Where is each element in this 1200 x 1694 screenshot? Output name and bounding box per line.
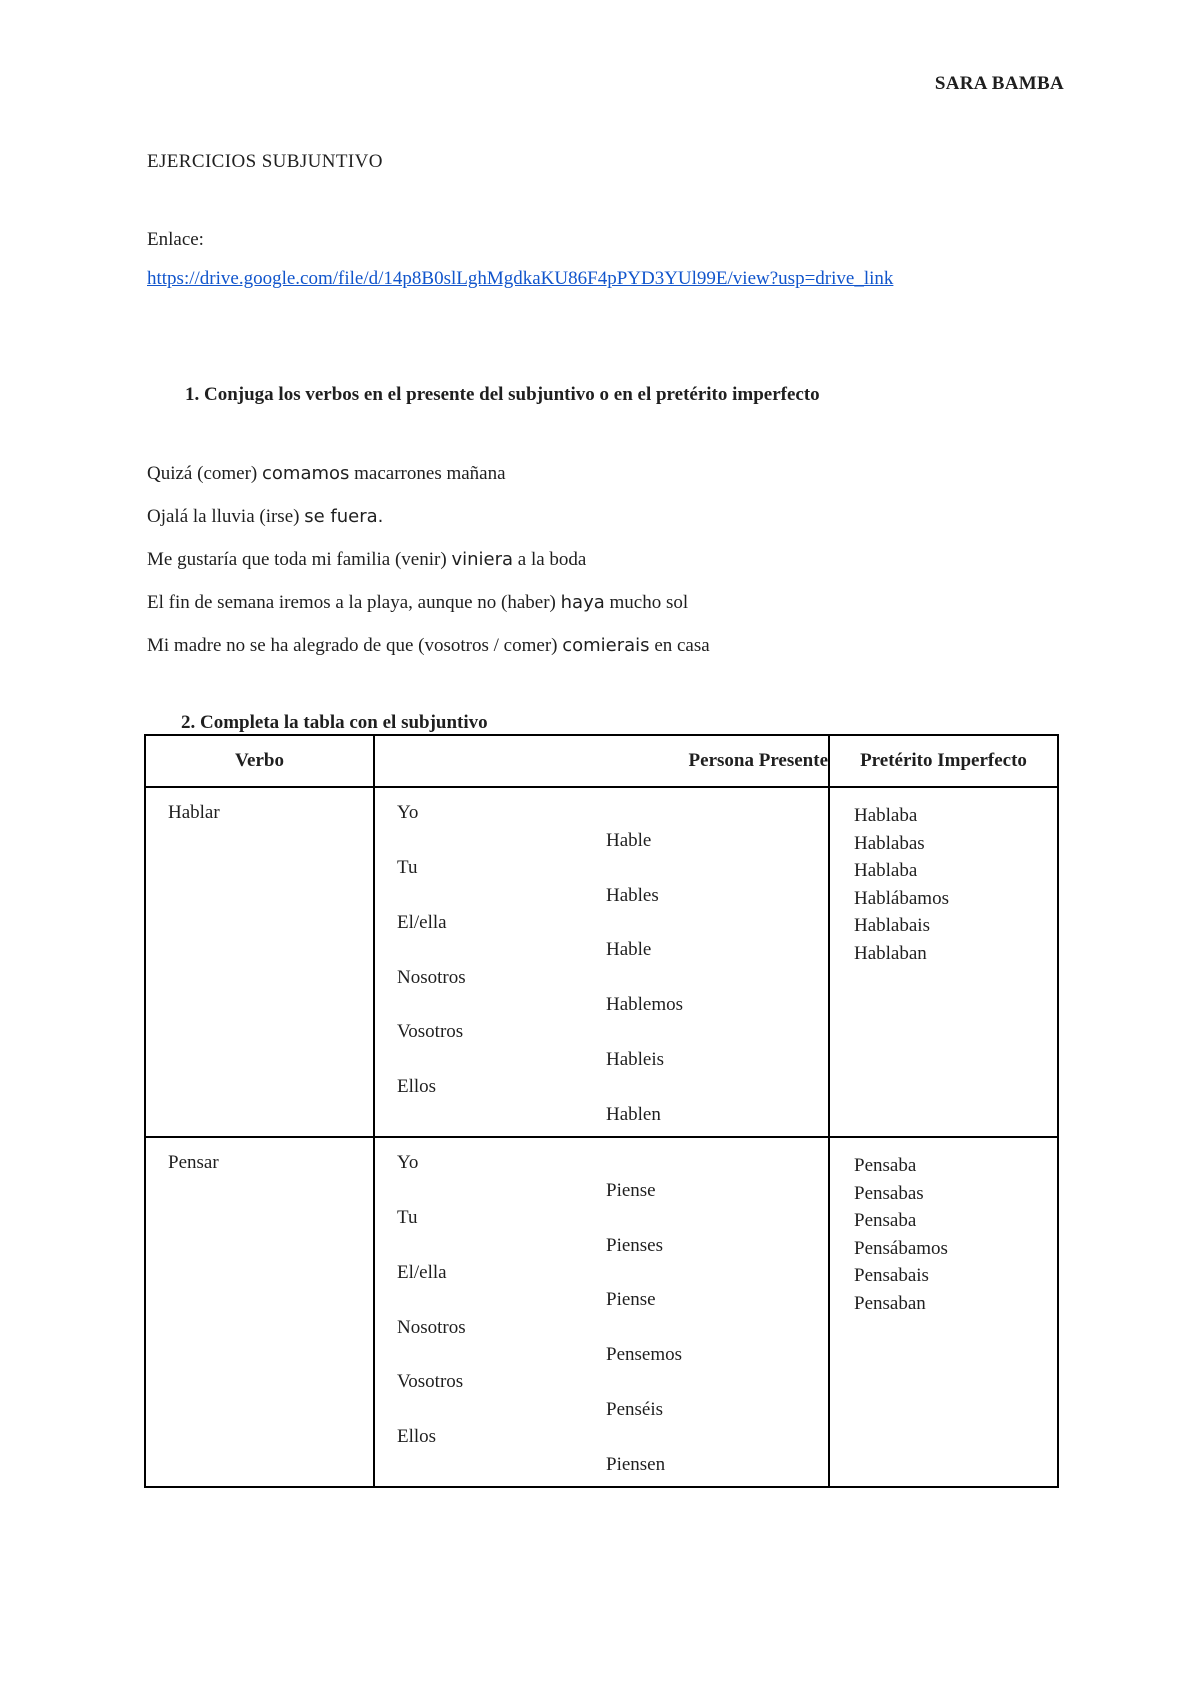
header-preterito-imperfecto: Pretérito Imperfecto — [829, 735, 1058, 787]
present-form: Hable — [606, 939, 652, 960]
exercise-sentence-5 — [147, 635, 710, 657]
sentence-answer: se fuera. — [304, 506, 384, 527]
imperfect-form: Hablabas — [854, 832, 925, 854]
sentence-answer: comamos — [262, 463, 350, 484]
exercise-sentence-4 — [147, 592, 688, 614]
imperfect-form: Hablabais — [854, 915, 930, 936]
imperfect-form: Hablaba — [854, 805, 918, 826]
person-label: Vosotros — [397, 1371, 464, 1392]
imperfect-form: Pensabas — [854, 1182, 924, 1204]
present-form: Hablemos — [606, 994, 684, 1015]
imperfect-form: Hablaba — [854, 860, 918, 881]
sentence-prompt: Ojalá la lluvia (irse) — [147, 506, 305, 527]
imperfect-cell — [829, 1137, 1058, 1487]
table-row — [145, 1137, 1058, 1487]
imperfect-form: Hablábamos — [854, 887, 949, 909]
document-title: EJERCICIOS SUBJUNTIVO — [147, 151, 383, 172]
person-label: Nosotros — [397, 1317, 466, 1338]
person-label: Vosotros — [397, 1021, 464, 1042]
imperfect-cell — [829, 787, 1058, 1137]
present-form: Pienses — [606, 1235, 663, 1256]
present-form: Piense — [606, 1289, 656, 1310]
present-form: Hableis — [606, 1049, 665, 1070]
imperfect-form: Pensaban — [854, 1292, 926, 1314]
person-label: Yo — [397, 1152, 419, 1173]
present-form: Penséis — [606, 1399, 663, 1420]
sentence-prompt: El fin de semana iremos a la playa, aunque no (haber) — [147, 592, 561, 613]
sentence-prompt: Quizá (comer) — [147, 463, 262, 484]
person-label: El/ella — [397, 912, 447, 933]
imperfect-form: Pensabais — [854, 1265, 929, 1286]
imperfect-form: Hablaban — [854, 942, 927, 964]
persona-cell — [374, 787, 829, 1137]
present-form: Hables — [606, 885, 659, 906]
present-form: Piensen — [606, 1454, 666, 1475]
sentence-rest: a la boda — [513, 549, 587, 570]
present-form: Hablen — [606, 1104, 661, 1125]
person-label: Nosotros — [397, 967, 466, 988]
header-persona-presente: Persona Presente — [374, 735, 829, 787]
conjugation-table — [144, 734, 1059, 1488]
author-name: SARA BAMBA — [934, 73, 1064, 94]
sentence-prompt: Me gustaría que toda mi familia (venir) — [147, 549, 452, 570]
person-label: Tu — [397, 857, 418, 878]
sentence-answer: comierais — [562, 635, 650, 656]
sentence-rest: mucho sol — [604, 592, 689, 613]
present-form: Pensemos — [606, 1344, 682, 1365]
person-label: Tu — [397, 1207, 418, 1228]
table-row — [145, 787, 1058, 1137]
sentence-rest: macarrones mañana — [349, 463, 506, 484]
exercise-sentence-2 — [147, 506, 383, 528]
present-form: Hable — [606, 830, 652, 851]
table-header-row — [145, 735, 1058, 787]
verb-cell: Hablar — [145, 787, 374, 1137]
exercise-1-heading: 1. Conjuga los verbos en el presente del subjuntivo o en el pretérito imperfecto — [185, 384, 820, 405]
sentence-answer: viniera — [451, 549, 514, 570]
imperfect-form: Pensaba — [854, 1155, 917, 1176]
verb-cell: Pensar — [145, 1137, 374, 1487]
person-label: Ellos — [397, 1076, 437, 1097]
sentence-answer: haya — [560, 592, 605, 613]
imperfect-form: Pensaba — [854, 1210, 917, 1231]
sentence-rest: en casa — [649, 635, 710, 656]
link-label: Enlace: — [147, 229, 204, 250]
person-label: Yo — [397, 802, 419, 823]
sentence-prompt: Mi madre no se ha alegrado de que (vosotros / comer) — [147, 635, 563, 656]
person-label: El/ella — [397, 1262, 447, 1283]
person-label: Ellos — [397, 1426, 437, 1447]
present-form: Piense — [606, 1180, 656, 1201]
drive-link[interactable]: https://drive.google.com/file/d/14p8B0slLghMgdkaKU86F4pPYD3YUl99E/view?usp=drive_link — [147, 268, 894, 289]
exercise-sentence-3 — [147, 549, 586, 571]
header-verbo: Verbo — [145, 735, 374, 787]
imperfect-form: Pensábamos — [854, 1237, 948, 1259]
exercise-sentence-1 — [147, 463, 506, 485]
persona-cell — [374, 1137, 829, 1487]
exercise-2-heading: 2. Completa la tabla con el subjuntivo — [181, 712, 488, 733]
